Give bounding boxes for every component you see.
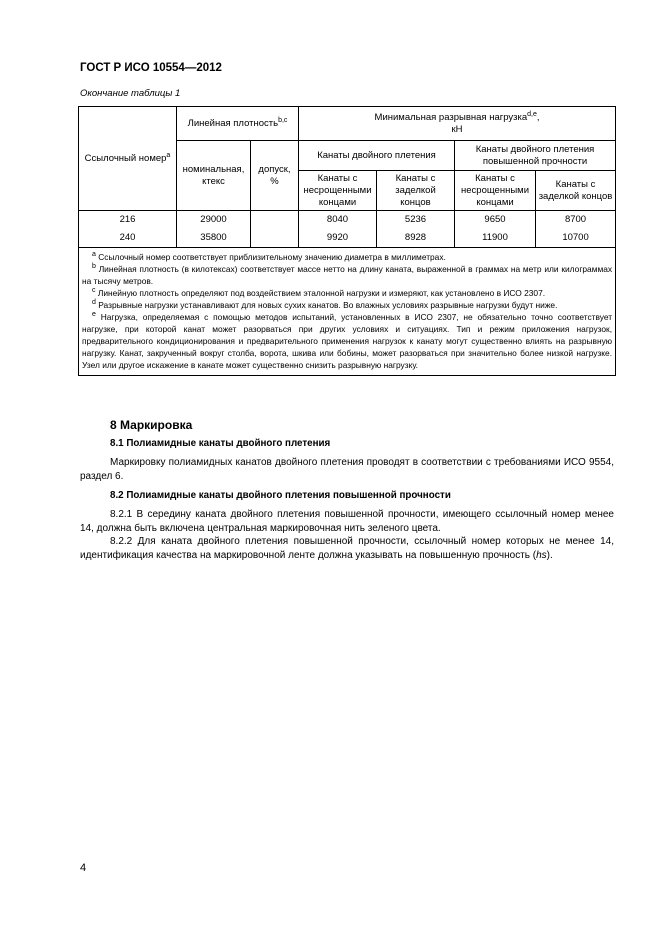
footnote-d: $^d$ Разрывные нагрузки устанавливают для новых сухих канатов. Во влажных условиях разрывные нагрузки будут ниже.	[92, 299, 558, 310]
header-min-breaking-load: Минимальная разрывная нагрузка$^{d,e}$, кН	[299, 107, 616, 141]
header-double-unspliced: Канаты с несрощенными концами	[299, 171, 377, 211]
cell-tolerance	[251, 211, 299, 230]
header-double-spliced: Канаты с заделкой концов	[377, 171, 455, 211]
table-row	[79, 229, 616, 248]
section-8-2-2-text: 8.2.2 Для каната двойного плетения повышенной прочности, ссылочный номер которых не менее 14, идентификация качества на маркировочной ленте должна указывать на повышенную прочность (hs).	[80, 536, 614, 561]
cell-ref: 240	[79, 229, 177, 248]
footnote-c: $^c$ Линейную плотность определяют под воздействием эталонной нагрузки и измеряют, как установлено в ИСО 2307.	[92, 287, 546, 298]
cell-double-unspliced: 8040	[299, 211, 377, 230]
footnote-b: $^b$ Линейная плотность (в килотексах) соответствует массе нетто на длину каната, выраженной в граммах на метр или килограммах на тысячу метров.	[82, 263, 613, 286]
cell-nominal: 35800	[177, 229, 251, 248]
cell-high-spliced: 8700	[536, 211, 616, 230]
cell-double-spliced: 5236	[377, 211, 455, 230]
table-row	[79, 211, 616, 230]
cell-ref: 216	[79, 211, 177, 230]
cell-high-unspliced: 11900	[455, 229, 536, 248]
section-8-2-title: 8.2 Полиамидные канаты двойного плетения повышенной прочности	[110, 490, 451, 501]
page-number: 4	[80, 862, 87, 874]
table-footnotes	[79, 248, 616, 376]
document-header: ГОСТ Р ИСО 10554—2012	[80, 62, 222, 74]
cell-high-spliced: 10700	[536, 229, 616, 248]
header-high-spliced: Канаты с заделкой концов	[536, 171, 616, 211]
footnote-a: $^a$ Ссылочный номер соответствует приблизительному значению диаметра в миллиметрах.	[92, 251, 446, 262]
section-8-1-title: 8.1 Полиамидные канаты двойного плетения	[110, 438, 331, 449]
table-1	[78, 106, 616, 376]
header-nominal: номинальная, ктекс	[177, 141, 251, 211]
header-high-unspliced: Канаты с несрощенными концами	[455, 171, 536, 211]
section-8-2-1-text: 8.2.1 В середину каната двойного плетения повышенной прочности, имеющего ссылочный номер менее 14, должна быть включена центральная маркировочная нить зеленого цвета.	[80, 509, 614, 534]
header-linear-density: Линейная плотность$^{b,c}$	[177, 107, 299, 141]
header-group-high-strength: Канаты двойного плетения повышенной прочности	[455, 141, 616, 171]
table-caption: Окончание таблицы 1	[80, 88, 181, 99]
header-tolerance: допуск, %	[251, 141, 299, 211]
cell-nominal: 29000	[177, 211, 251, 230]
cell-high-unspliced: 9650	[455, 211, 536, 230]
cell-double-unspliced: 9920	[299, 229, 377, 248]
section-8-1-text: Маркировку полиамидных канатов двойного плетения проводят в соответствии с требованиями ИСО 9554, раздел 6.	[80, 457, 614, 482]
cell-double-spliced: 8928	[377, 229, 455, 248]
header-group-double-braid: Канаты двойного плетения	[299, 141, 455, 171]
footnote-e: $^e$ Нагрузка, определяемая с помощью методов испытаний, установленных в ИСО 2307, не обязательно точно соответствует нагрузке, при которой канат может разорваться при других условиях и ситуациях. Тип и режим приложения нагрузок, предварительного кондиционирования и предварительного применения нагрузок к канату могут существенно влиять на разрывную нагрузку. Канат, закрученный вокруг столба, ворота, шкива или бобины, может разорваться при значительно более низкой нагрузке. Узел или другое искажение в канате может существенно снизить разрывную нагрузку.	[82, 311, 613, 370]
header-ref-number: Ссылочный номер$^a$	[79, 107, 177, 211]
cell-tolerance	[251, 229, 299, 248]
section-8-title: 8 Маркировка	[110, 418, 193, 432]
